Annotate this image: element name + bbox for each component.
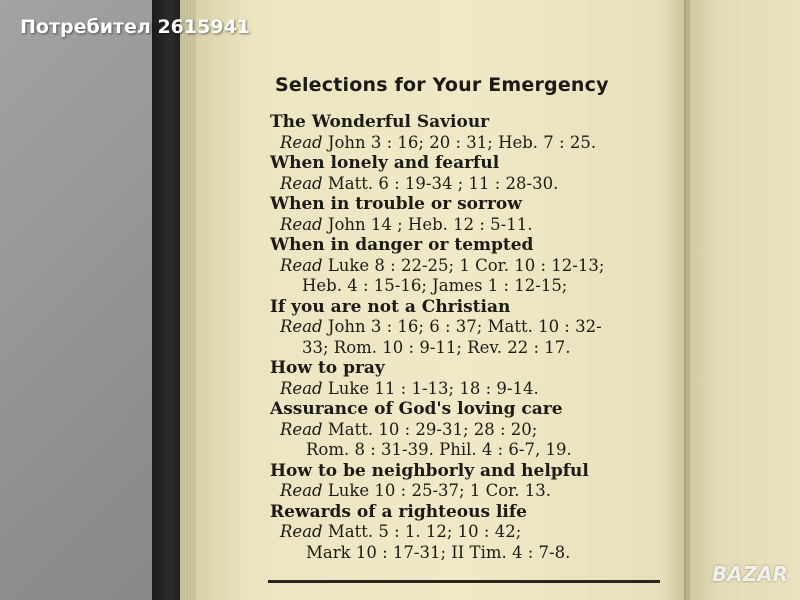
entry-reference-continued: Heb. 4 : 15-16; James 1 : 12-15; <box>302 276 568 295</box>
entry-reference: Read Matt. 6 : 19-34 ; 11 : 28-30. <box>280 173 559 193</box>
page-rule <box>268 580 660 583</box>
entry-topic: When in trouble or sorrow <box>270 194 522 214</box>
entry-topic: Assurance of God's loving care <box>270 399 563 419</box>
page-content <box>270 74 670 563</box>
entry-topic: How to pray <box>270 358 385 378</box>
entry-topic: How to be neighborly and helpful <box>270 460 589 481</box>
entry-reference: Read John 3 : 16; 6 : 37; Matt. 10 : 32- <box>280 317 602 336</box>
entry-reference-continued: 33; Rom. 10 : 9-11; Rev. 22 : 17. <box>302 337 571 357</box>
read-label: Read <box>280 522 323 541</box>
entry-not-christian <box>270 297 670 359</box>
read-label: Read <box>280 255 323 275</box>
entry-reference: Read Luke 11 : 1-13; 18 : 9-14. <box>280 378 539 398</box>
entry-wonderful-saviour <box>270 112 670 153</box>
entry-reference: Read Luke 8 : 22-25; 1 Cor. 10 : 12-13; <box>280 255 605 275</box>
page-heading: Selections for Your Emergency <box>275 74 609 96</box>
entry-reference: Read Luke 10 : 25-37; 1 Cor. 13. <box>280 481 551 500</box>
user-watermark: Потребител 2615941 <box>20 16 251 38</box>
entry-trouble-sorrow <box>270 194 670 235</box>
entry-reference-continued: Mark 10 : 17-31; II Tim. 4 : 7-8. <box>306 542 571 562</box>
entry-reference-continued: Rom. 8 : 31-39. Phil. 4 : 6-7, 19. <box>306 440 572 459</box>
entry-topic: When in danger or tempted <box>270 235 534 255</box>
facing-page <box>684 0 800 600</box>
read-label: Read <box>280 214 323 234</box>
entry-reference: Read John 14 ; Heb. 12 : 5-11. <box>280 214 533 234</box>
entry-lonely-fearful <box>270 153 670 194</box>
read-label: Read <box>280 317 323 336</box>
entry-topic: When lonely and fearful <box>270 153 500 173</box>
read-label: Read <box>280 481 323 500</box>
entry-topic: Rewards of a righteous life <box>270 501 527 522</box>
entry-assurance <box>270 399 670 461</box>
entry-reference: Read Matt. 5 : 1. 12; 10 : 42; <box>280 522 522 541</box>
entry-topic: If you are not a Christian <box>270 296 511 317</box>
entry-how-to-pray <box>270 358 670 399</box>
read-label: Read <box>280 132 323 152</box>
entry-reference: Read Matt. 10 : 29-31; 28 : 20; <box>280 419 538 439</box>
read-label: Read <box>280 419 323 439</box>
entry-neighborly <box>270 461 670 502</box>
entry-topic: The Wonderful Saviour <box>270 112 490 132</box>
entry-reference: Read John 3 : 16; 20 : 31; Heb. 7 : 25. <box>280 132 597 152</box>
entry-rewards <box>270 502 670 564</box>
entry-danger-tempted <box>270 235 670 297</box>
read-label: Read <box>280 173 323 193</box>
bazar-logo: BAZAR <box>711 562 788 586</box>
read-label: Read <box>280 378 323 398</box>
